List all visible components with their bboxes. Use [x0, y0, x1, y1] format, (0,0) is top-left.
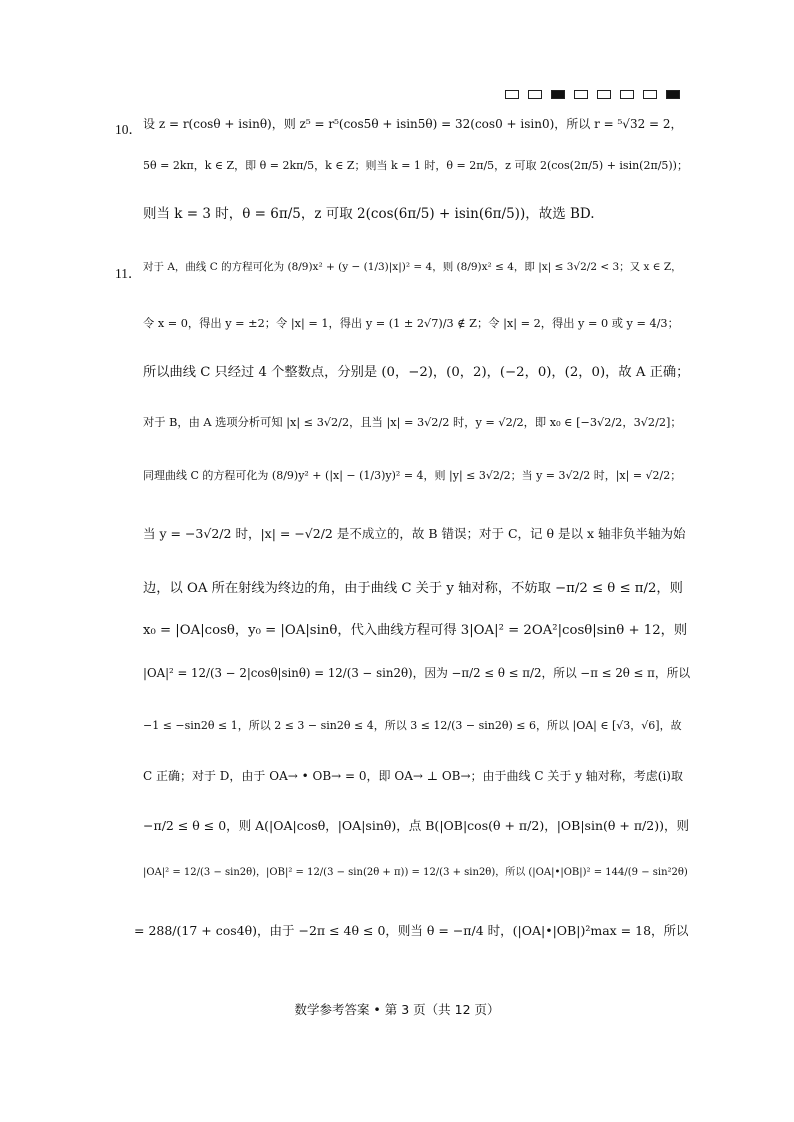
solution-line: = 288/(17 + cos4θ)，由于 −2π ≤ 4θ ≤ 0，则当 θ = −π/4 时，(|OA|•|OB|)²max = 18，所以	[134, 923, 689, 938]
question-number: 10．	[115, 122, 142, 137]
header-mark	[643, 90, 657, 99]
solution-line: 同理曲线 C 的方程可化为 (8/9)y² + (|x| − (1/3)y)² = 4，则 |y| ≤ 3√2/2；当 y = 3√2/2 时，|x| = √2/2；	[143, 469, 682, 482]
header-mark-filled	[666, 90, 680, 99]
header-mark	[574, 90, 588, 99]
header-mark	[620, 90, 634, 99]
solution-line: C 正确；对于 D，由于 OA→ • OB→ = 0，即 OA→ ⊥ OB→；由于曲线 C 关于 y 轴对称，考虑(ⅰ)取	[143, 769, 683, 783]
solution-line: |OA|² = 12/(3 − sin2θ)，|OB|² = 12/(3 − sin(2θ + π)) = 12/(3 + sin2θ)，所以 (|OA|•|OB|)² = 144/(9 − sin²2θ)	[143, 867, 688, 878]
header-mark	[528, 90, 542, 99]
solution-line: 设 z = r(cosθ + isinθ)，则 z⁵ = r⁵(cos5θ + isin5θ) = 32(cos0 + isin0)，所以 r = ⁵√32 = 2，	[143, 117, 683, 131]
header-mark	[505, 90, 519, 99]
solution-line: 令 x = 0，得出 y = ±2；令 |x| = 1，得出 y = (1 ± 2√7)/3 ∉ Z；令 |x| = 2，得出 y = 0 或 y = 4/3；	[143, 317, 679, 330]
solution-line: 对于 A，曲线 C 的方程可化为 (8/9)x² + (y − (1/3)|x|)² = 4，则 (8/9)x² ≤ 4，即 |x| ≤ 3√2/2 < 3；又 x ∈ Z，	[143, 261, 682, 273]
solution-line: −π/2 ≤ θ ≤ 0，则 A(|OA|cosθ，|OA|sinθ)，点 B(|OB|cos(θ + π/2)，|OB|sin(θ + π/2))，则	[143, 818, 689, 833]
solution-line: 所以曲线 C 只经过 4 个整数点，分别是 (0，−2)，(0，2)，(−2，0)，(2，0)，故 A 正确；	[143, 365, 690, 380]
solution-line: −1 ≤ −sin2θ ≤ 1，所以 2 ≤ 3 − sin2θ ≤ 4，所以 3 ≤ 12/(3 − sin2θ) ≤ 6，所以 |OA| ∈ [√3，√6]，故	[143, 719, 682, 732]
page-footer: 数学参考答案 • 第 3 页（共 12 页）	[294, 1002, 500, 1017]
solution-line: 则当 k = 3 时，θ = 6π/5，z 可取 2(cos(6π/5) + isin(6π/5))，故选 BD.	[143, 206, 595, 222]
question-number: 11．	[115, 266, 142, 281]
header-mark-filled	[551, 90, 565, 99]
solution-line: 对于 B，由 A 选项分析可知 |x| ≤ 3√2/2，且当 |x| = 3√2/2 时，y = √2/2，即 x₀ ∈ [−3√2/2，3√2/2]；	[143, 416, 682, 429]
solution-line: 边，以 OA 所在射线为终边的角，由于曲线 C 关于 y 轴对称，不妨取 −π/2 ≤ θ ≤ π/2，则	[143, 581, 683, 596]
solution-line: 当 y = −3√2/2 时，|x| = −√2/2 是不成立的，故 B 错误；对于 C，记 θ 是以 x 轴非负半轴为始	[143, 526, 686, 541]
solution-line: x₀ = |OA|cosθ，y₀ = |OA|sinθ，代入曲线方程可得 3|OA|² = 2OA²|cosθ|sinθ + 12，则	[143, 623, 688, 638]
solution-line: 5θ = 2kπ，k ∈ Z，即 θ = 2kπ/5，k ∈ Z；则当 k = 1 时，θ = 2π/5，z 可取 2(cos(2π/5) + isin(2π/5))；	[143, 159, 688, 172]
solution-line: |OA|² = 12/(3 − 2|cosθ|sinθ) = 12/(3 − sin2θ)，因为 −π/2 ≤ θ ≤ π/2，所以 −π ≤ 2θ ≤ π，所以	[143, 666, 691, 680]
header-mark	[597, 90, 611, 99]
header-marks	[505, 90, 685, 102]
